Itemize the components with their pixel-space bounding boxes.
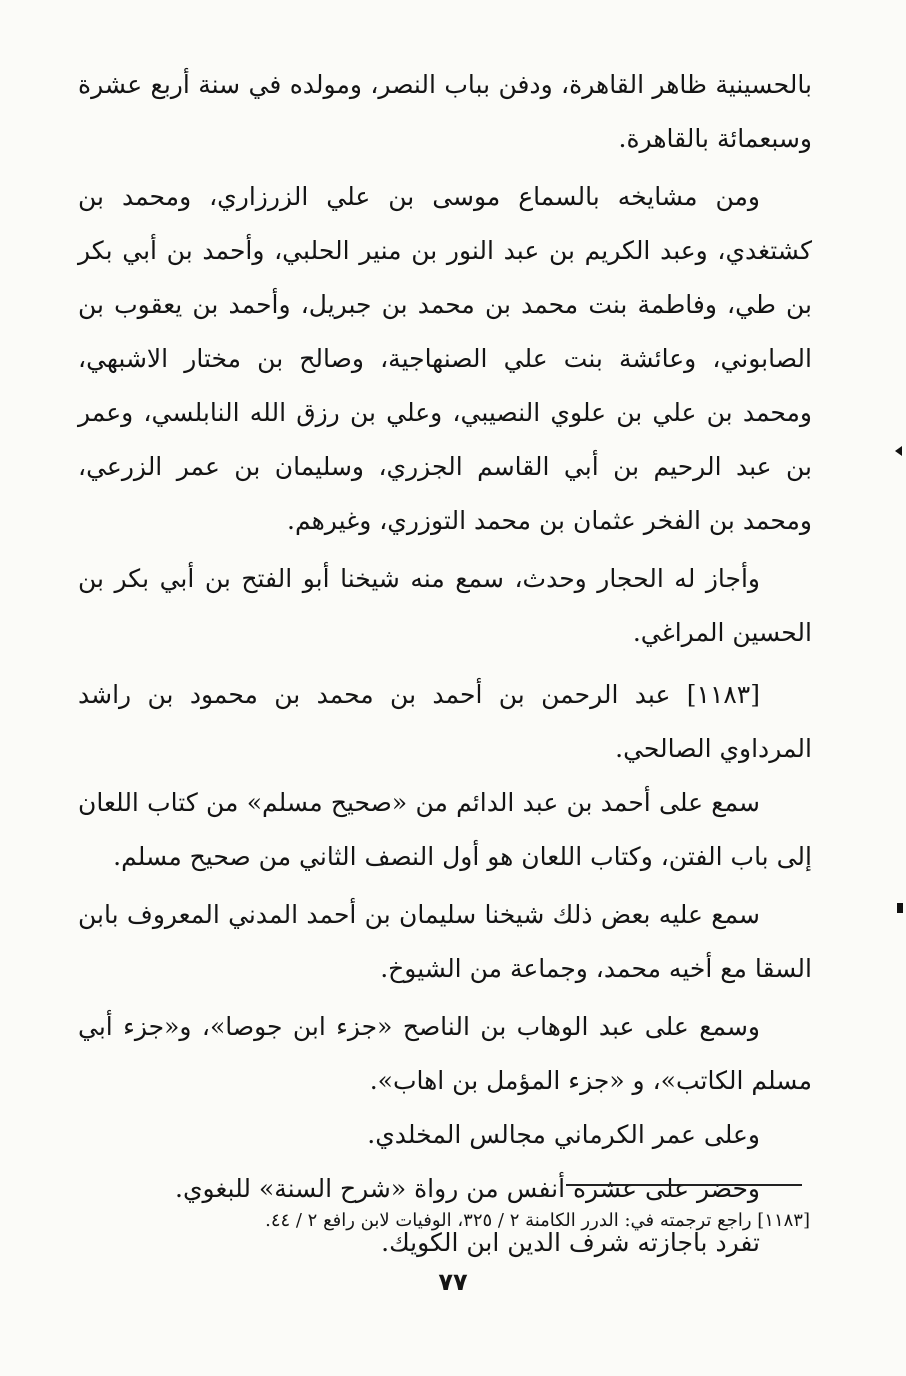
footnote: [١١٨٣] راجع ترجمته في: الدرر الكامنة ٢ / ٣٢٥، الوفيات لابن رافع ٢ / ٤٤.: [265, 1210, 810, 1231]
paragraph-kirmani: وعلى عمر الكرماني مجالس المخلدي.: [367, 1120, 760, 1149]
footnote-divider: [566, 1184, 802, 1186]
entry-heading-1183: [١١٨٣] عبد الرحمن بن أحمد بن محمد بن محمود بن راشد المرداوي الصالحي.: [78, 680, 812, 763]
paragraph-ajza: وسمع على عبد الوهاب بن الناصح «جزء ابن جوصا»، و«جزء أبي مسلم الكاتب»، و «جزء المؤمل بن اهاب».: [78, 1012, 812, 1095]
paragraph-continuation: بالحسينية ظاهر القاهرة، ودفن بباب النصر، ومولده في سنة أربع عشرة وسبعمائة بالقاهرة.: [78, 70, 812, 153]
paragraph-sharh-al-sunna: وحضر على عشرة أنفس من رواة «شرح السنة» للبغوي.: [175, 1174, 760, 1203]
paragraph-heard-from-him: سمع عليه بعض ذلك شيخنا سليمان بن أحمد المدني المعروف بابن السقا مع أخيه محمد، وجماعة من الشيوخ.: [78, 900, 812, 983]
paragraph-ijaza-sharaf: تفرد باجازته شرف الدين ابن الكويك.: [381, 1228, 760, 1257]
paragraph-sahih-muslim: سمع على أحمد بن عبد الدائم من «صحيح مسلم» من كتاب اللعان إلى باب الفتن، وكتاب اللعان هو أول النصف الثاني من صحيح مسلم.: [78, 788, 812, 871]
paragraph-ijaza: وأجاز له الحجار وحدث، سمع منه شيخنا أبو الفتح بن أبي بكر بن الحسين المراغي.: [78, 564, 812, 647]
page-number: ٧٧: [438, 1268, 468, 1296]
margin-arrow-icon: [895, 446, 902, 456]
margin-mark-icon: [897, 903, 903, 913]
paragraph-teachers: ومن مشايخه بالسماع موسى بن علي الزرزاري، ومحمد بن كشتغدي، وعبد الكريم بن عبد النور بن منير الحلبي، وأحمد بن أبي بكر بن طي، وفاطمة بنت محمد بن محمد بن جبريل، وأحمد بن يعقوب بن الصابوني، وعائشة بنت علي الصنهاجية، وصالح بن مختار الاشبهي، ومحمد بن علي بن علوي النصيبي، وعلي بن رزق الله النابلسي، وعمر بن عبد الرحيم بن أبي القاسم الجزري، وسليمان بن عمر الزرعي، ومحمد بن الفخر عثمان بن محمد التوزري، وغيرهم.: [78, 182, 812, 535]
main-text: [78, 58, 812, 1270]
